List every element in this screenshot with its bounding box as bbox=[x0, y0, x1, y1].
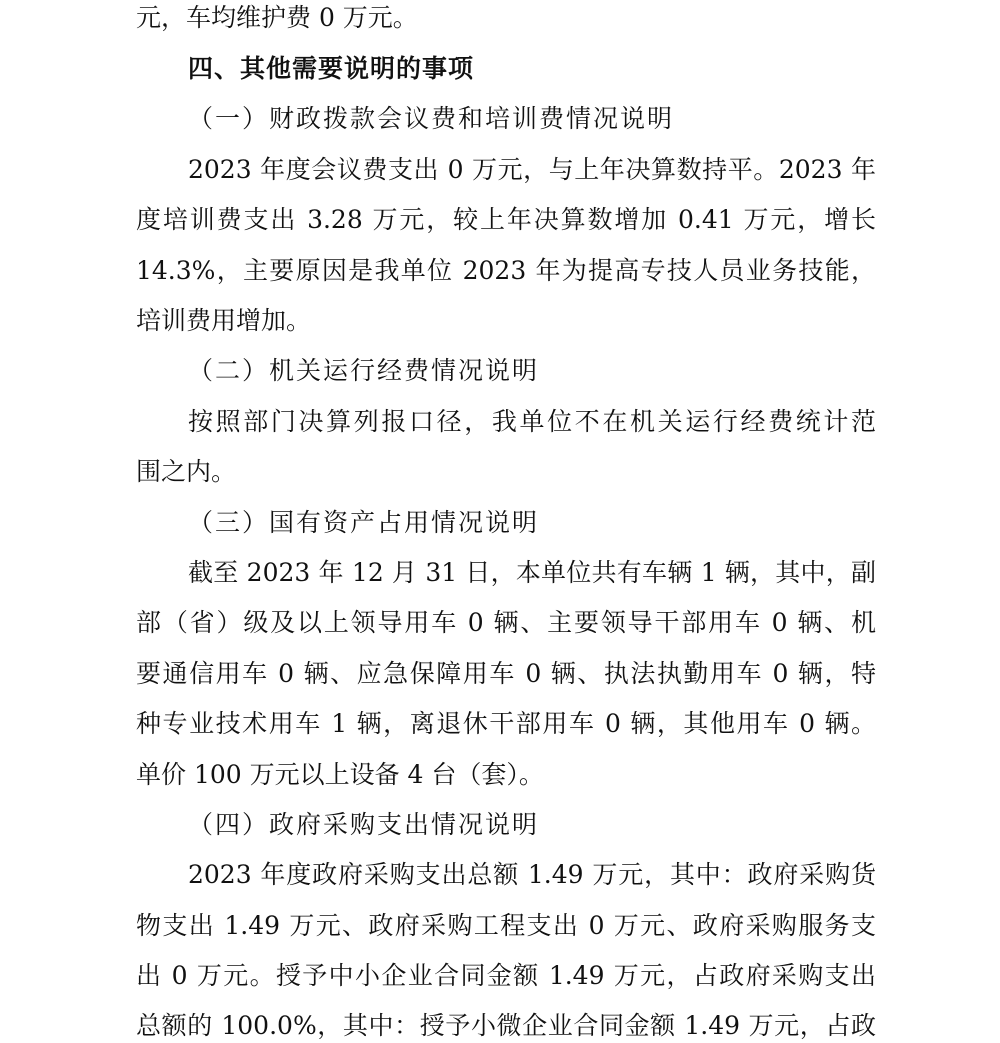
subsection-heading: （三）国有资产占用情况说明 bbox=[188, 508, 540, 537]
paragraph-line: 截至 2023 年 12 月 31 日，本单位共有车辆 1 辆，其中，副 bbox=[188, 558, 876, 587]
paragraph-line: 按照部门决算列报口径，我单位不在机关运行经费统计范 bbox=[188, 407, 876, 436]
paragraph-line: 培训费用增加。 bbox=[136, 306, 312, 335]
section-heading: 四、其他需要说明的事项 bbox=[188, 54, 475, 83]
paragraph-line: 物支出 1.49 万元、政府采购工程支出 0 万元、政府采购服务支 bbox=[136, 911, 876, 940]
paragraph-line: 部（省）级及以上领导用车 0 辆、主要领导干部用车 0 辆、机 bbox=[136, 608, 876, 637]
paragraph-line: 2023 年度政府采购支出总额 1.49 万元，其中：政府采购货 bbox=[188, 860, 876, 889]
paragraph-line: 元，车均维护费 0 万元。 bbox=[136, 3, 418, 32]
paragraph-line: 出 0 万元。授予中小企业合同金额 1.49 万元，占政府采购支出 bbox=[136, 961, 876, 990]
paragraph-line: 围之内。 bbox=[136, 457, 237, 486]
paragraph-line: 14.3%，主要原因是我单位 2023 年为提高专技人员业务技能， bbox=[136, 256, 876, 285]
subsection-heading: （四）政府采购支出情况说明 bbox=[188, 810, 540, 839]
subsection-heading: （一）财政拨款会议费和培训费情况说明 bbox=[188, 104, 675, 133]
paragraph-line: 度培训费支出 3.28 万元，较上年决算数增加 0.41 万元，增长 bbox=[136, 205, 876, 234]
paragraph-line: 2023 年度会议费支出 0 万元，与上年决算数持平。2023 年 bbox=[188, 155, 876, 184]
subsection-heading: （二）机关运行经费情况说明 bbox=[188, 356, 540, 385]
paragraph-line: 要通信用车 0 辆、应急保障用车 0 辆、执法执勤用车 0 辆，特 bbox=[136, 659, 876, 688]
paragraph-line: 单价 100 万元以上设备 4 台（套）。 bbox=[136, 760, 544, 789]
paragraph-line: 种专业技术用车 1 辆，离退休干部用车 0 辆，其他用车 0 辆。 bbox=[136, 709, 876, 738]
paragraph-line: 总额的 100.0%，其中：授予小微企业合同金额 1.49 万元，占政 bbox=[136, 1011, 876, 1040]
